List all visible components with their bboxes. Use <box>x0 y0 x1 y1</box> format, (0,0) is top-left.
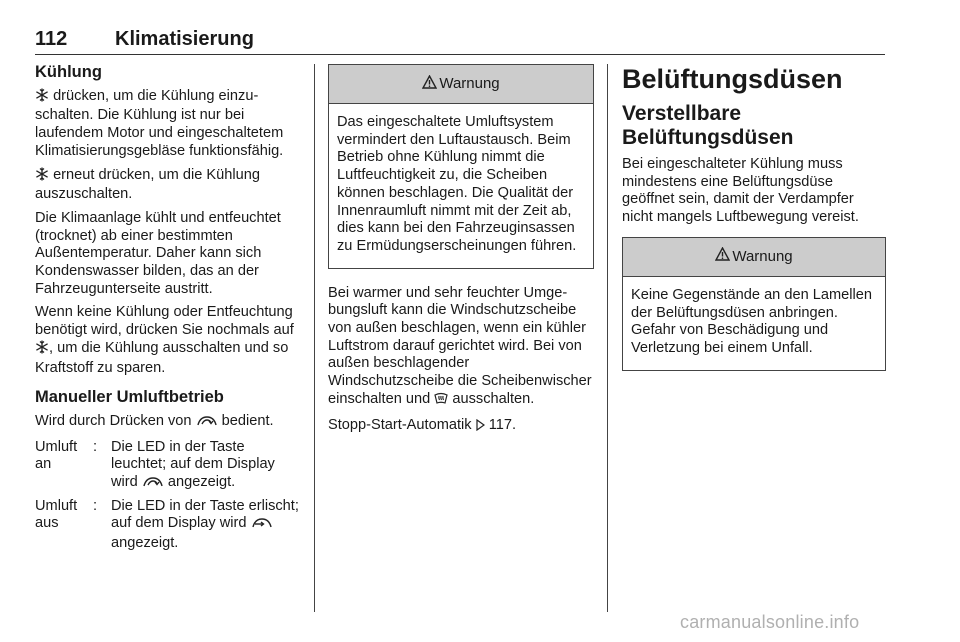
column-right <box>622 64 886 387</box>
paragraph: drücken, um die Kühlung einzuschalten. Die Kühlung ist nur bei laufendem Motor und eingeschaltetem Klimatisierungsgebläse funktionsfähig. <box>35 87 284 159</box>
subsection-title: Verstellbare Belüftungsdüsen <box>622 102 794 149</box>
snowflake-icon <box>35 167 49 187</box>
fresh-air-icon <box>251 517 273 535</box>
paragraph: Wenn keine Kühlung oder Entfeuchtung benötigt wird, drücken Sie nochmals auf , um die Kühlung ausschalten und so Kraftstoff zu sparen. <box>35 304 294 376</box>
warning-header: Warnung <box>329 65 593 104</box>
paragraph: erneut drücken, um die Kühlung auszuschalten. <box>35 166 260 203</box>
page-reference-arrow-icon <box>476 419 485 437</box>
snowflake-icon <box>35 340 49 360</box>
warning-header: Warnung <box>623 238 885 277</box>
column-middle <box>328 64 594 442</box>
watermark: carmanualsonline.info <box>680 612 860 632</box>
column-divider <box>607 64 608 612</box>
page-header <box>35 28 885 55</box>
snowflake-icon <box>35 88 49 108</box>
windshield-heat-icon <box>434 391 448 411</box>
column-left <box>35 64 303 557</box>
warning-text: Das eingeschaltete Umluftsystem vermindert den Luftaustausch. Beim Betrieb ohne Kühlung nimmt die Luftfeuchtigkeit zu, die Scheiben können beschlagen. Die Qualität der Innenraumluft nimmt mit der Zeit ab, dies kann bei den Fahrzeuginsassen zu Ermüdungserscheinungen führen. <box>337 114 577 254</box>
paragraph: Stopp-Start-Automatik 117. <box>328 417 594 437</box>
paragraph: Wird durch Drücken von bedient. <box>35 413 303 433</box>
page-reference[interactable]: 117. <box>488 416 517 433</box>
section-heading-recirculation: Manueller Umluftbetrieb <box>35 388 224 407</box>
section-title: Belüftungsdüsen <box>622 64 843 94</box>
recirculation-icon <box>142 476 164 494</box>
page-number: 112 <box>35 28 68 50</box>
paragraph: Bei eingeschalteter Kühlung muss mindestens eine Belüftungsdüse geöffnet sein, damit der Verdampfer nicht mangels Luftbewegung vereist. <box>622 156 859 226</box>
list-item: Umluft aus : Die LED in der Taste erlischt; auf dem Display wird angezeigt. <box>35 497 299 552</box>
warning-box <box>622 237 886 371</box>
list-item: Umluft an : Die LED in der Taste leuchtet; auf dem Display wird angezeigt. <box>35 439 303 494</box>
warning-box <box>328 64 594 269</box>
warning-text: Keine Gegenstände an den Lamellen der Belüftungsdüsen anbringen. Gefahr von Beschädigung und Verletzung bei einem Unfall. <box>631 286 872 356</box>
column-divider <box>314 64 315 612</box>
paragraph: Bei warmer und sehr feuchter Umgebungsluft kann die Windschutzscheibe von außen beschlagen, wenn ein kühler Luftstrom darauf gerichtet wird. Bei von außen beschlagender Windschutzscheibe die Scheibenwischer einschalten und ausschalten. <box>328 285 594 411</box>
section-heading-cooling: Kühlung <box>35 63 102 81</box>
recirculation-icon <box>196 415 218 433</box>
chapter-title: Klimatisierung <box>115 28 254 50</box>
warning-triangle-icon <box>422 75 437 94</box>
paragraph: Die Klimaanlage kühlt und entfeuchtet (trocknet) ab einer bestimmten Außentemperatur. Daher kann sich Kondenswasser bilden, das an der Fahrzeugunterseite austritt. <box>35 209 281 297</box>
warning-triangle-icon <box>715 247 730 266</box>
